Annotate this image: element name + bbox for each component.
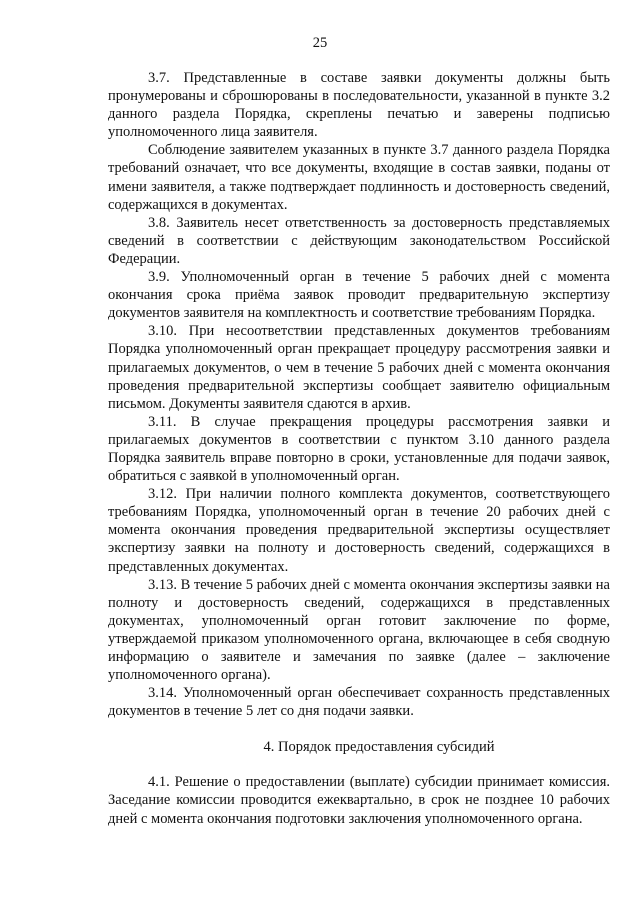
page-number: 25 (312, 35, 328, 51)
paragraph-3-13: 3.13. В течение 5 рабочих дней с момента окончания экспертизы заявки на полноту и достоверность сведений, содержащихся в представленных документах, уполномоченный орган готовит заключение по форме, утверждаемой приказом уполномоченного органа, включающее в себя сводную информацию о заявителе и замечания по заявке (далее – заключение уполномоченного органа). (108, 576, 610, 684)
paragraph-4-1: 4.1. Решение о предоставлении (выплате) субсидии принимает комиссия. Заседание комиссии проводится ежеквартально, в срок не позднее 10 рабочих дней с момента окончания подготовки заключения уполномоченного органа. (108, 774, 610, 827)
paragraph-3-7-compliance: Соблюдение заявителем указанных в пункте 3.7 данного раздела Порядка требований означает, что все документы, входящие в состав заявки, поданы от имени заявителя, а также подтверждает подлинность и достоверность сведений, содержащихся в документах. (108, 142, 610, 213)
paragraph-3-7: 3.7. Представленные в составе заявки документы должны быть пронумерованы и сброшюрованы в последовательности, указанной в пункте 3.2 данного раздела Порядка, скреплены печатью и заверены подписью уполномоченного лица заявителя. (108, 70, 610, 141)
section-heading-4: 4. Порядок предоставления субсидий (263, 739, 495, 756)
paragraph-3-12: 3.12. При наличии полного комплекта документов, соответствующего требованиям Порядка, уполномоченный орган в течение 20 рабочих дней с момента окончания проведения предварительной экспертизы осуществляет экспертизу заявки на полноту и достоверность сведений, содержащихся в представленных документах. (108, 486, 610, 575)
paragraph-3-9: 3.9. Уполномоченный орган в течение 5 рабочих дней с момента окончания срока приёма заявок проводит предварительную экспертизу документов заявителя на комплектность и соответствие требованиям Порядка. (108, 269, 610, 322)
paragraph-3-10: 3.10. При несоответствии представленных документов требованиям Порядка уполномоченный орган прекращает процедуру рассмотрения заявки и прилагаемых документов, о чем в течение 5 рабочих дней с момента окончания проведения предварительной экспертизы сообщает заявителю официальным письмом. Документы заявителя сдаются в архив. (108, 323, 610, 412)
paragraph-3-8: 3.8. Заявитель несет ответственность за достоверность представляемых сведений в соответствии с действующим законодательством Российской Федерации. (108, 214, 610, 267)
document-body (108, 69, 610, 828)
paragraph-3-14: 3.14. Уполномоченный орган обеспечивает сохранность представленных документов в течение 5 лет со дня подачи заявки. (108, 685, 610, 720)
paragraph-3-11: 3.11. В случае прекращения процедуры рассмотрения заявки и прилагаемых документов в соответствии с пунктом 3.10 данного раздела Порядка заявитель вправе повторно в сроки, установленные для подачи заявок, обратиться с заявкой в уполномоченный орган. (108, 413, 610, 485)
